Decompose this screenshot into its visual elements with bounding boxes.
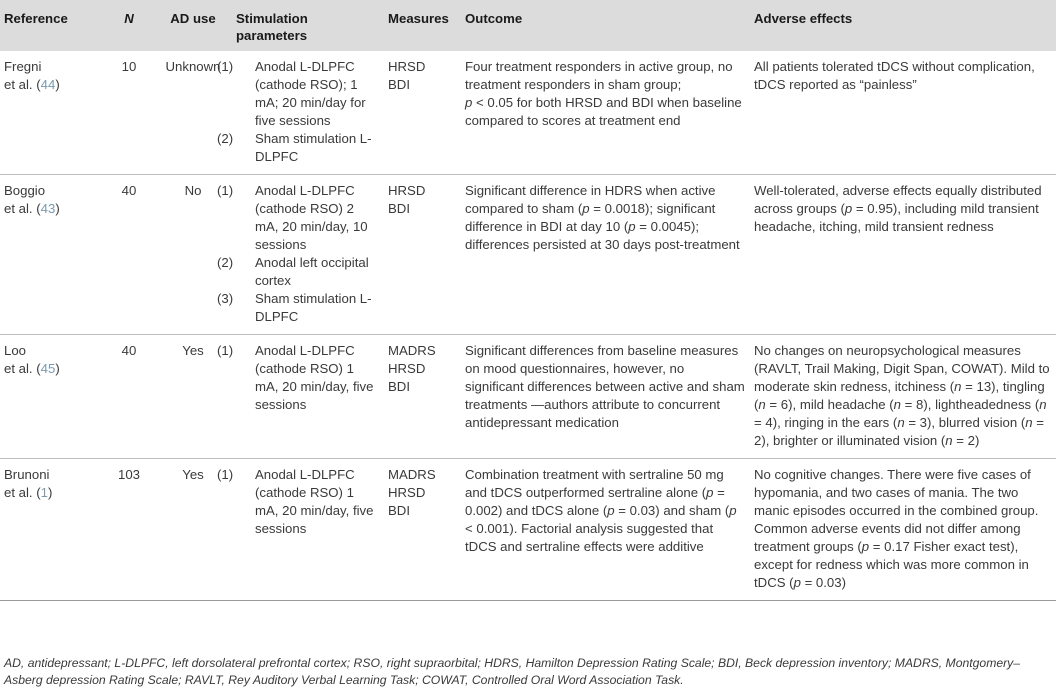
outcome-cell: Significant difference in HDRS when active compared to sham (p = 0.0018); significant difference in BDI at day 10 (p = 0.0045); differences persisted at 30 days post-treatment (465, 183, 740, 252)
stim-item: (1) Anodal L-DLPFC (cathode RSO); 1 mA; 20 min/day for five sessions (217, 59, 366, 128)
reference-cell: Brunoni et al. (1) (4, 467, 53, 500)
n-cell: 40 (121, 343, 137, 358)
header-reference: Reference (4, 11, 68, 26)
ad-use-cell: No (184, 183, 202, 198)
stim-item: (1) Anodal L-DLPFC (cathode RSO) 1 mA, 20 min/day, five sessions (217, 343, 374, 412)
header-stim-line2: parameters (236, 28, 308, 43)
table-footnote: AD, antidepressant; L-DLPFC, left dorsolateral prefrontal cortex; RSO, right supraorbital; HDRS, Hamilton Depression Rating Scale; BDI, Beck depression inventory; MADRS, Montgomery–Asberg depression Rating Scale; RAVLT, Rey Auditory Verbal Learning Task; COWAT, Controlled Oral Word Association Task. (4, 656, 1021, 687)
stim-cell (217, 51, 384, 175)
measures-cell: HRSD BDI (388, 183, 426, 216)
adverse-cell: No cognitive changes. There were five cases of hypomania, and two cases of mania. The two manic episodes occurred in the combined group. Common adverse events did not differ among treatment groups (p = 0.17 Fisher exact test), except for redness which was more common in tDCS (p = 0.03) (754, 467, 1039, 590)
header-ad-use: AD use (170, 11, 216, 26)
stim-cell (217, 175, 384, 335)
table-row (0, 175, 1056, 335)
stim-item: (1) Anodal L-DLPFC (cathode RSO) 1 mA, 20 min/day, five sessions (217, 467, 374, 536)
header-measures: Measures (388, 11, 449, 26)
reference-link[interactable]: 43 (40, 201, 56, 216)
measures-cell: MADRS HRSD BDI (388, 467, 436, 518)
reference-cell: Fregni et al. (44) (4, 59, 60, 92)
header-outcome: Outcome (465, 11, 523, 26)
header-stimulation (232, 0, 384, 51)
adverse-cell: All patients tolerated tDCS without complication, tDCS reported as “painless” (754, 59, 1035, 92)
stim-item: (1) Anodal L-DLPFC (cathode RSO) 2 mA, 20 min/day, 10 sessions (217, 183, 368, 252)
table-row (0, 459, 1056, 601)
stim-cell (217, 335, 384, 459)
adverse-cell: No changes on neuropsychological measures (RAVLT, Trail Making, Digit Span, COWAT). Mild to moderate skin redness, itchiness (n = 13), tingling (n = 6), mild headache (n = 8), lightheadedness (n = 4), ringing in the ears (n = 3), blurred vision (n = 2), brighter or illuminated vision (n = 2) (754, 343, 1050, 448)
outcome-cell: Four treatment responders in active group, no treatment responders in sham group; p < 0.05 for both HRSD and BDI when baseline compared to scores at treatment end (465, 59, 742, 128)
table-row (0, 51, 1056, 175)
adverse-cell: Well-tolerated, adverse effects equally distributed across groups (p = 0.95), including mild transient headache, itching, mild transient redness (754, 183, 1042, 234)
outcome-cell: Significant differences from baseline measures on mood questionnaires, however, no significant differences between active and sham treatments —authors attribute to concurrent antidepressant medication (465, 343, 745, 430)
n-cell: 103 (117, 467, 140, 482)
reference-cell: Boggio et al. (43) (4, 183, 60, 216)
n-cell: 40 (121, 183, 137, 198)
stim-cell (217, 459, 384, 601)
stim-item: (3) Sham stimulation L-DLPFC (217, 291, 372, 324)
stim-item: (2) Anodal left occipital cortex (217, 255, 369, 288)
reference-cell: Loo et al. (45) (4, 343, 60, 376)
header-row (0, 0, 1056, 51)
reference-link[interactable]: 45 (40, 361, 56, 376)
header-n: N (124, 11, 134, 26)
n-cell: 10 (121, 59, 137, 74)
reference-link[interactable]: 44 (40, 77, 56, 92)
ad-use-cell: Yes (182, 343, 204, 358)
header-adverse: Adverse effects (754, 11, 853, 26)
measures-cell: HRSD BDI (388, 59, 426, 92)
table-row (0, 335, 1056, 459)
measures-cell: MADRS HRSD BDI (388, 343, 436, 394)
header-stim-line1: Stimulation (236, 11, 308, 26)
stim-item: (2) Sham stimulation L-DLPFC (217, 131, 372, 164)
ad-use-cell: Unknown (165, 59, 221, 74)
outcome-cell: Combination treatment with sertraline 50 mg and tDCS outperformed sertraline alone (p = 0.002) and tDCS alone (p = 0.03) and sham (p < 0.001). Factorial analysis suggested that tDCS and sertraline effects were additive (465, 467, 737, 554)
reference-link[interactable]: 1 (40, 485, 48, 500)
ad-use-cell: Yes (182, 467, 204, 482)
